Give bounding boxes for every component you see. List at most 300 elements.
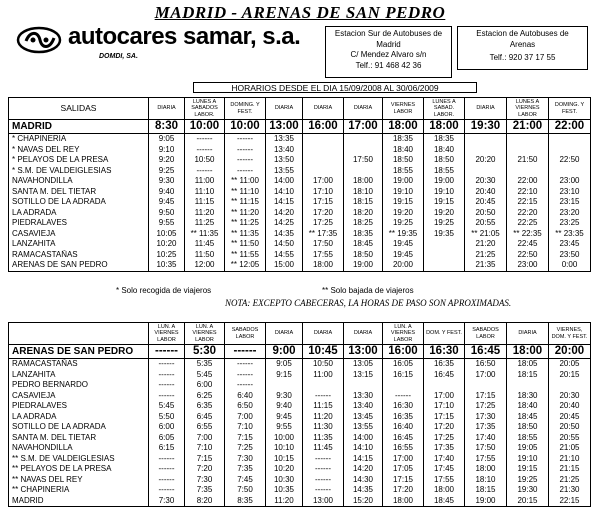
departure-time: 18:00 bbox=[465, 464, 507, 475]
departure-time: 0:00 bbox=[549, 260, 591, 271]
departure-time: 12:00 bbox=[185, 260, 225, 271]
departure-time: 19:10 bbox=[507, 454, 549, 465]
departure-time bbox=[344, 145, 383, 156]
departure-time: 20:40 bbox=[549, 401, 591, 412]
departure-time: ** 21:05 bbox=[465, 229, 507, 240]
departure-time bbox=[507, 134, 549, 145]
departure-time: 11:20 bbox=[266, 496, 303, 507]
departure-time: 10:00 bbox=[266, 433, 303, 444]
table-row bbox=[9, 412, 591, 423]
departure-time: 16:35 bbox=[424, 359, 465, 370]
departure-time: ** 17:35 bbox=[303, 229, 344, 240]
table-row bbox=[9, 422, 591, 433]
departure-time: 13:40 bbox=[344, 401, 383, 412]
departure-time: 22:00 bbox=[549, 120, 591, 134]
departure-time: 10:35 bbox=[149, 260, 185, 271]
departure-time: 9:40 bbox=[266, 401, 303, 412]
departure-time: 18:50 bbox=[424, 155, 465, 166]
departure-time: 18:25 bbox=[344, 218, 383, 229]
departure-time: 9:10 bbox=[149, 145, 185, 156]
stop-name: SOTILLO DE LA ADRADA bbox=[9, 422, 149, 433]
departure-time: 20:30 bbox=[465, 176, 507, 187]
departure-time: 11:15 bbox=[185, 197, 225, 208]
departure-time: 11:10 bbox=[185, 187, 225, 198]
table-row bbox=[9, 345, 591, 359]
departure-time: 11:20 bbox=[185, 208, 225, 219]
departure-time: 17:00 bbox=[424, 391, 465, 402]
departure-time: 22:00 bbox=[507, 176, 549, 187]
departure-time: 17:50 bbox=[303, 239, 344, 250]
departure-time: 21:00 bbox=[507, 120, 549, 134]
header-schedule-type: DOM. Y FEST. bbox=[424, 323, 465, 345]
departure-time: 18:55 bbox=[507, 433, 549, 444]
table-row bbox=[9, 485, 591, 496]
departure-time: 19:25 bbox=[507, 475, 549, 486]
departure-time: 16:55 bbox=[383, 443, 424, 454]
header-direction: SALIDAS bbox=[9, 98, 149, 120]
station-line: Telf.: 920 37 17 55 bbox=[489, 53, 556, 62]
departure-time: 10:20 bbox=[149, 239, 185, 250]
departure-time: ------ bbox=[225, 370, 266, 381]
departure-time: 13:45 bbox=[344, 412, 383, 423]
departure-time bbox=[549, 166, 591, 177]
departure-time: 18:55 bbox=[383, 166, 424, 177]
departure-time: 18:00 bbox=[424, 120, 465, 134]
departure-time: 20:20 bbox=[465, 155, 507, 166]
departure-time: ** 23:35 bbox=[549, 229, 591, 240]
station-madrid-box bbox=[325, 26, 452, 78]
departure-time: 19:25 bbox=[424, 218, 465, 229]
departure-time bbox=[465, 134, 507, 145]
departure-time: 18:40 bbox=[507, 401, 549, 412]
departure-time: 8:20 bbox=[185, 496, 225, 507]
header-schedule-type: DIARIA bbox=[303, 323, 344, 345]
departure-time: ------ bbox=[225, 134, 266, 145]
outbound-timetable bbox=[8, 97, 591, 272]
departure-time: 8:30 bbox=[149, 120, 185, 134]
departure-time: 18:00 bbox=[383, 120, 424, 134]
departure-time: 21:35 bbox=[465, 260, 507, 271]
departure-time: ** 11:35 bbox=[185, 229, 225, 240]
departure-time: 7:45 bbox=[225, 475, 266, 486]
header-schedule-type: LUN. A VIERNES LABOR bbox=[149, 323, 185, 345]
stop-name: LANZAHITA bbox=[9, 370, 149, 381]
departure-time: 9:40 bbox=[149, 187, 185, 198]
departure-time: 17:15 bbox=[383, 475, 424, 486]
departure-time: 13:50 bbox=[266, 155, 303, 166]
departure-time: 13:15 bbox=[344, 370, 383, 381]
departure-time: 11:35 bbox=[303, 433, 344, 444]
departure-time: ------ bbox=[303, 464, 344, 475]
departure-time: 19:20 bbox=[383, 208, 424, 219]
departure-time: 16:45 bbox=[383, 433, 424, 444]
table-row bbox=[9, 166, 591, 177]
departure-time: ------ bbox=[149, 359, 185, 370]
departure-time: 18:00 bbox=[383, 496, 424, 507]
footnote-dropoff: ** Solo bajada de viajeros bbox=[322, 286, 414, 295]
departure-time: 7:35 bbox=[185, 485, 225, 496]
departure-time: 13:00 bbox=[303, 496, 344, 507]
table-row bbox=[9, 370, 591, 381]
departure-time: 19:15 bbox=[383, 197, 424, 208]
departure-time: 18:00 bbox=[424, 485, 465, 496]
departure-time: 11:00 bbox=[185, 176, 225, 187]
departure-time: 17:00 bbox=[383, 454, 424, 465]
departure-time: ** 11:35 bbox=[225, 229, 266, 240]
departure-time: 16:45 bbox=[465, 345, 507, 359]
departure-time: 14:15 bbox=[344, 454, 383, 465]
departure-time: 20:55 bbox=[549, 433, 591, 444]
departure-time: 9:50 bbox=[149, 208, 185, 219]
departure-time: ------ bbox=[225, 166, 266, 177]
departure-time: ------ bbox=[303, 454, 344, 465]
table-row bbox=[9, 155, 591, 166]
header-schedule-type: DIARIA bbox=[149, 98, 185, 120]
stop-name: LA ADRADA bbox=[9, 208, 149, 219]
departure-time: 17:40 bbox=[465, 433, 507, 444]
departure-time: 19:45 bbox=[383, 239, 424, 250]
stop-name: ** CHAPINERIA bbox=[9, 485, 149, 496]
departure-time: ------ bbox=[149, 391, 185, 402]
departure-time: 20:45 bbox=[465, 197, 507, 208]
departure-time: 9:05 bbox=[266, 359, 303, 370]
departure-time: 18:10 bbox=[344, 187, 383, 198]
departure-time: 17:10 bbox=[303, 187, 344, 198]
departure-time: 10:00 bbox=[225, 120, 266, 134]
header-schedule-type: DIARIA bbox=[507, 323, 549, 345]
departure-time: ------ bbox=[225, 155, 266, 166]
departure-time bbox=[303, 155, 344, 166]
departure-time: 20:55 bbox=[465, 218, 507, 229]
departure-time bbox=[303, 134, 344, 145]
departure-time: ------ bbox=[303, 485, 344, 496]
header-schedule-type: DIARIA bbox=[344, 323, 383, 345]
departure-time: 20:45 bbox=[549, 412, 591, 423]
station-line: Madrid bbox=[376, 39, 401, 49]
header-schedule-type: DIARIA bbox=[266, 98, 303, 120]
departure-time: 17:50 bbox=[344, 155, 383, 166]
departure-time: ** 11:55 bbox=[225, 250, 266, 261]
departure-time: ------ bbox=[149, 464, 185, 475]
departure-time: 18:45 bbox=[344, 239, 383, 250]
departure-time: 22:50 bbox=[549, 155, 591, 166]
departure-time: 18:10 bbox=[465, 475, 507, 486]
station-line: Telf.: 91 468 42 36 bbox=[355, 60, 422, 70]
departure-time bbox=[424, 260, 465, 271]
departure-time: 14:50 bbox=[266, 239, 303, 250]
departure-time: 17:25 bbox=[424, 433, 465, 444]
departure-time: 14:15 bbox=[266, 197, 303, 208]
departure-time: 18:40 bbox=[424, 145, 465, 156]
departure-time: 14:10 bbox=[266, 187, 303, 198]
departure-time: 21:05 bbox=[549, 443, 591, 454]
departure-time: ** 11:25 bbox=[225, 218, 266, 229]
departure-time: 7:00 bbox=[185, 433, 225, 444]
departure-time: 5:30 bbox=[185, 345, 225, 359]
header-schedule-type: VIERNES, DOM. Y FEST. bbox=[549, 323, 591, 345]
departure-time: 20:05 bbox=[549, 359, 591, 370]
departure-time: 9:55 bbox=[266, 422, 303, 433]
departure-time: 18:50 bbox=[507, 422, 549, 433]
departure-time: 13:35 bbox=[266, 134, 303, 145]
departure-time: 9:05 bbox=[149, 134, 185, 145]
stop-name: MADRID bbox=[9, 120, 149, 134]
header-schedule-type: DIARIA bbox=[266, 323, 303, 345]
departure-time: 20:15 bbox=[549, 370, 591, 381]
table-row bbox=[9, 454, 591, 465]
departure-time bbox=[465, 380, 507, 391]
departure-time: 18:40 bbox=[383, 145, 424, 156]
station-line: Estacion de Autobuses de bbox=[476, 29, 569, 38]
table-row bbox=[9, 187, 591, 198]
departure-time: 21:25 bbox=[465, 250, 507, 261]
departure-time: 19:15 bbox=[424, 197, 465, 208]
departure-time: 7:30 bbox=[185, 475, 225, 486]
departure-time: 5:45 bbox=[185, 370, 225, 381]
departure-time: 10:10 bbox=[266, 443, 303, 454]
stop-name: PIEDRALAVES bbox=[9, 401, 149, 412]
departure-time: 19:25 bbox=[383, 218, 424, 229]
departure-time: 8:35 bbox=[225, 496, 266, 507]
table-row bbox=[9, 229, 591, 240]
stop-name: ARENAS DE SAN PEDRO bbox=[9, 260, 149, 271]
departure-time: 11:00 bbox=[303, 370, 344, 381]
departure-time: 6:00 bbox=[149, 422, 185, 433]
departure-time: 9:20 bbox=[149, 155, 185, 166]
departure-time bbox=[549, 380, 591, 391]
header-schedule-type: DIARIA bbox=[303, 98, 344, 120]
departure-time: 10:50 bbox=[185, 155, 225, 166]
departure-time: 7:30 bbox=[149, 496, 185, 507]
departure-time: 6:55 bbox=[185, 422, 225, 433]
departure-time: 14:30 bbox=[344, 475, 383, 486]
header-schedule-type: LUN. A VIERNES LABOR bbox=[383, 323, 424, 345]
departure-time: 21:50 bbox=[507, 155, 549, 166]
departure-time: 19:00 bbox=[424, 176, 465, 187]
table-row bbox=[9, 134, 591, 145]
departure-time: 17:00 bbox=[465, 370, 507, 381]
departure-time: 18:15 bbox=[507, 370, 549, 381]
departure-time: 17:25 bbox=[465, 401, 507, 412]
departure-time: 13:05 bbox=[344, 359, 383, 370]
departure-time: 17:45 bbox=[424, 464, 465, 475]
header-schedule-type: SABADOS LABOR bbox=[465, 323, 507, 345]
departure-time: 11:15 bbox=[303, 401, 344, 412]
departure-time: 6:05 bbox=[149, 433, 185, 444]
departure-time: 9:00 bbox=[266, 345, 303, 359]
table-row bbox=[9, 391, 591, 402]
departure-time: 7:00 bbox=[225, 412, 266, 423]
departure-time: 14:35 bbox=[266, 229, 303, 240]
departure-time: 23:00 bbox=[507, 260, 549, 271]
departure-time: 16:45 bbox=[424, 370, 465, 381]
departure-time: 7:20 bbox=[185, 464, 225, 475]
departure-time: 9:25 bbox=[149, 166, 185, 177]
departure-time: 10:15 bbox=[266, 454, 303, 465]
page-title: MADRID - ARENAS DE SAN PEDRO bbox=[154, 3, 446, 22]
departure-time: 16:05 bbox=[383, 359, 424, 370]
departure-time: 17:15 bbox=[303, 197, 344, 208]
departure-time: ** 11:50 bbox=[225, 239, 266, 250]
departure-time: 13:30 bbox=[344, 391, 383, 402]
departure-time: 6:35 bbox=[185, 401, 225, 412]
departure-time bbox=[549, 134, 591, 145]
table-row bbox=[9, 176, 591, 187]
departure-time bbox=[507, 380, 549, 391]
departure-time: 14:10 bbox=[344, 443, 383, 454]
departure-time: 9:45 bbox=[149, 197, 185, 208]
stop-name: PEDRO BERNARDO bbox=[9, 380, 149, 391]
departure-time: ------ bbox=[185, 166, 225, 177]
station-line: Arenas bbox=[509, 39, 536, 49]
stop-name: ** S.M. DE VALDEIGLESIAS bbox=[9, 454, 149, 465]
departure-time: 18:15 bbox=[465, 485, 507, 496]
departure-time: 18:45 bbox=[507, 412, 549, 423]
departure-time: ------ bbox=[149, 454, 185, 465]
departure-time: ------ bbox=[303, 391, 344, 402]
departure-time: 18:35 bbox=[383, 134, 424, 145]
departure-time: 17:15 bbox=[424, 412, 465, 423]
stop-name: LA ADRADA bbox=[9, 412, 149, 423]
departure-time: 20:00 bbox=[549, 345, 591, 359]
departure-time: ** 11:20 bbox=[225, 208, 266, 219]
header-schedule-type: LUNES A VIERNES LABOR bbox=[507, 98, 549, 120]
departure-time: 17:25 bbox=[303, 218, 344, 229]
table-row bbox=[9, 464, 591, 475]
stop-name: * CHAPINERIA bbox=[9, 134, 149, 145]
table-row bbox=[9, 260, 591, 271]
departure-time: ** 19:35 bbox=[383, 229, 424, 240]
departure-time: 16:50 bbox=[465, 359, 507, 370]
table-row bbox=[9, 197, 591, 208]
departure-time: 23:20 bbox=[549, 208, 591, 219]
departure-time: 9:45 bbox=[266, 412, 303, 423]
departure-time: 17:55 bbox=[424, 475, 465, 486]
departure-time: 19:30 bbox=[465, 120, 507, 134]
departure-time: 13:55 bbox=[266, 166, 303, 177]
departure-time: 18:00 bbox=[344, 176, 383, 187]
stop-name: RAMACASTAÑAS bbox=[9, 250, 149, 261]
departure-time: 17:35 bbox=[465, 422, 507, 433]
departure-time bbox=[303, 145, 344, 156]
departure-time: 23:10 bbox=[549, 187, 591, 198]
departure-time: 22:15 bbox=[549, 496, 591, 507]
departure-time: 19:10 bbox=[424, 187, 465, 198]
stop-name: ** PELAYOS DE LA PRESA bbox=[9, 464, 149, 475]
departure-time: 16:00 bbox=[383, 345, 424, 359]
departure-time: 23:50 bbox=[549, 250, 591, 261]
departure-time: 17:20 bbox=[424, 422, 465, 433]
departure-time: 10:05 bbox=[149, 229, 185, 240]
departure-time: 17:20 bbox=[303, 208, 344, 219]
departure-time: 23:45 bbox=[549, 239, 591, 250]
departure-time: ------ bbox=[149, 475, 185, 486]
departure-time: 17:20 bbox=[383, 485, 424, 496]
departure-time: 10:45 bbox=[303, 345, 344, 359]
departure-time: 20:50 bbox=[549, 422, 591, 433]
departure-time: ------ bbox=[185, 134, 225, 145]
table-row bbox=[9, 401, 591, 412]
departure-time: 17:05 bbox=[383, 464, 424, 475]
departure-time: 17:00 bbox=[344, 120, 383, 134]
departure-time: ------ bbox=[303, 475, 344, 486]
table-row bbox=[9, 250, 591, 261]
departure-time: 9:15 bbox=[266, 370, 303, 381]
departure-time: 7:30 bbox=[225, 454, 266, 465]
departure-time: 19:15 bbox=[507, 464, 549, 475]
departure-time bbox=[507, 145, 549, 156]
departure-time: 19:35 bbox=[424, 229, 465, 240]
stop-name: * NAVAS DEL REY bbox=[9, 145, 149, 156]
departure-time: ** 11:10 bbox=[225, 187, 266, 198]
header-schedule-type: VIERNES LABOR bbox=[383, 98, 424, 120]
header-direction bbox=[9, 323, 149, 345]
header-schedule-type: DOMING. Y FEST. bbox=[549, 98, 591, 120]
table-row bbox=[9, 475, 591, 486]
departure-time: 20:50 bbox=[465, 208, 507, 219]
departure-time: 17:15 bbox=[465, 391, 507, 402]
departure-time bbox=[344, 166, 383, 177]
departure-time: 17:55 bbox=[303, 250, 344, 261]
table-row bbox=[9, 443, 591, 454]
departure-time bbox=[424, 239, 465, 250]
stop-name: PIEDRALAVES bbox=[9, 218, 149, 229]
departure-time: 13:55 bbox=[344, 422, 383, 433]
departure-time: ------ bbox=[225, 145, 266, 156]
departure-time: 7:10 bbox=[225, 422, 266, 433]
departure-time: 7:10 bbox=[185, 443, 225, 454]
departure-time: 21:30 bbox=[549, 485, 591, 496]
departure-time: 5:45 bbox=[149, 401, 185, 412]
departure-time: 22:10 bbox=[507, 187, 549, 198]
departure-time: 21:15 bbox=[549, 464, 591, 475]
departure-time: 14:20 bbox=[266, 208, 303, 219]
departure-time: 20:00 bbox=[383, 260, 424, 271]
departure-time: 10:50 bbox=[303, 359, 344, 370]
stop-name: * PELAYOS DE LA PRESA bbox=[9, 155, 149, 166]
departure-time: 20:30 bbox=[549, 391, 591, 402]
departure-time bbox=[303, 380, 344, 391]
departure-time: 17:30 bbox=[465, 412, 507, 423]
inbound-timetable bbox=[8, 322, 591, 507]
stop-name: MADRID bbox=[9, 496, 149, 507]
departure-time: 18:20 bbox=[344, 208, 383, 219]
departure-time: 7:15 bbox=[225, 433, 266, 444]
departure-time: 10:35 bbox=[266, 485, 303, 496]
stop-name: ARENAS DE SAN PEDRO bbox=[9, 345, 149, 359]
departure-time: 22:20 bbox=[507, 208, 549, 219]
departure-time: ------ bbox=[149, 485, 185, 496]
departure-time: 7:15 bbox=[185, 454, 225, 465]
departure-time: ** 22:35 bbox=[507, 229, 549, 240]
stop-name: SANTA M. DEL TIETAR bbox=[9, 187, 149, 198]
departure-time: 20:15 bbox=[507, 496, 549, 507]
stop-name: ** NAVAS DEL REY bbox=[9, 475, 149, 486]
departure-time: 19:00 bbox=[465, 496, 507, 507]
header-schedule-type: LUNES A SABAD. LABOR. bbox=[424, 98, 465, 120]
departure-time: 6:50 bbox=[225, 401, 266, 412]
table-row bbox=[9, 496, 591, 507]
departure-time: 17:00 bbox=[303, 176, 344, 187]
departure-time: 17:40 bbox=[424, 454, 465, 465]
departure-time: 18:30 bbox=[507, 391, 549, 402]
departure-time: 16:30 bbox=[424, 345, 465, 359]
departure-time: 17:10 bbox=[424, 401, 465, 412]
departure-time: ------ bbox=[185, 145, 225, 156]
departure-time: 11:45 bbox=[303, 443, 344, 454]
departure-time bbox=[383, 380, 424, 391]
departure-time: 18:35 bbox=[344, 229, 383, 240]
